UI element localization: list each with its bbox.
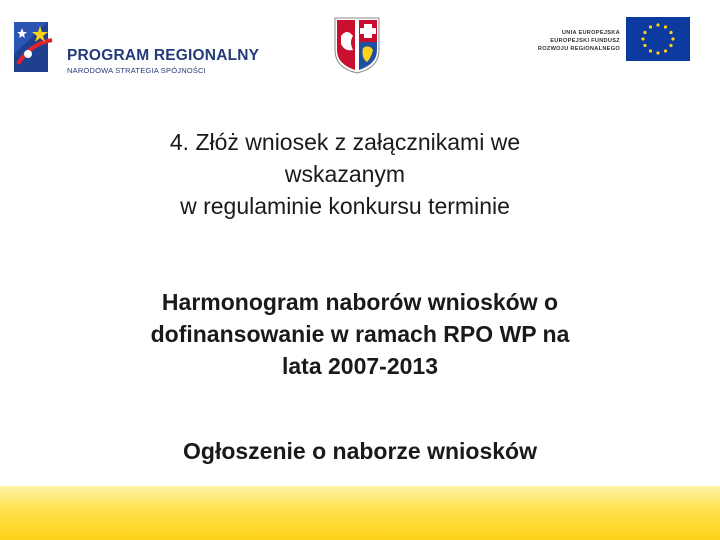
eu-line-3: ROZWOJU REGIONALNEGO — [537, 46, 620, 52]
eu-line-1: UNIA EUROPEJSKA — [561, 30, 620, 36]
schedule-line: Harmonogram naborów wniosków o — [161, 289, 559, 315]
heading-line: w regulaminie konkursu terminie — [180, 193, 510, 219]
schedule-link[interactable] — [40, 286, 680, 382]
bottom-band — [0, 486, 720, 540]
program-subtitle: NARODOWA STRATEGIA SPÓJNOŚCI — [67, 66, 206, 75]
schedule-line: dofinansowanie w ramach RPO WP na — [150, 321, 570, 347]
eu-caption — [520, 29, 620, 53]
eu-flag-icon — [626, 17, 690, 61]
program-logo-icon — [10, 14, 60, 78]
podkarpackie-crest-icon — [333, 16, 381, 74]
heading-line: wskazanym — [284, 161, 406, 187]
schedule-line: lata 2007-2013 — [281, 353, 438, 379]
program-regionalny-logo — [10, 14, 260, 78]
heading-line: 4. Złóż wniosek z załącznikami we — [169, 129, 521, 155]
step-heading — [80, 126, 610, 222]
program-title: PROGRAM REGIONALNY — [67, 47, 260, 64]
eu-line-2: EUROPEJSKI FUNDUSZ — [550, 38, 620, 44]
announcement-link[interactable]: Ogłoszenie o naborze wniosków — [183, 438, 537, 464]
